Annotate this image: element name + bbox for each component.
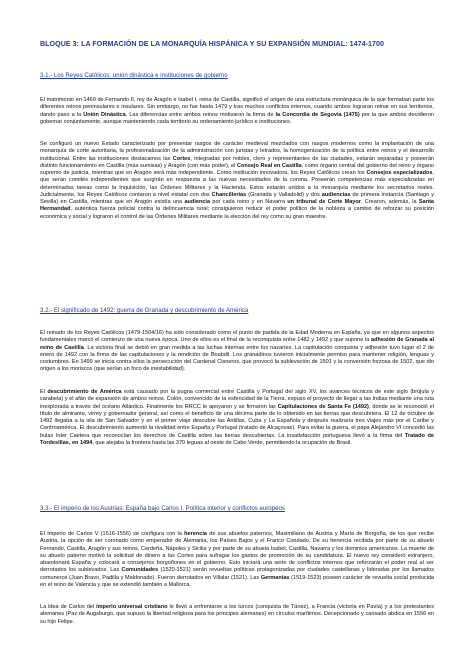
text-run: (1520-1521) serán revueltas políticas protagonizadas por ciudades castellanas y lideradas por los llamados comuneros (Juan Bravo, Padilla y Maldonado). Fueron derrotados en Villalar (1521). Las: [40, 567, 434, 581]
text-run: , que alejaba la frontera hasta las 370 leguas al oeste de Cabo Verde, permitiendo la ocupación de Brasil.: [92, 439, 352, 446]
section-3-2-paragraph-1: [40, 330, 434, 374]
text-run: , auténtica fuerza policial contra la delincuencia rural; consiguieron reducir el poder político de la nobleza a cambio de reforzar su posición económica y social y lograron el control de las Órdenes Militares mediante la elección del rey como su gran maestre.: [40, 206, 434, 220]
bold-term: audiencias: [321, 191, 351, 198]
text-run: La idea de Carlos del: [40, 604, 97, 610]
bold-term: Comunidades: [121, 567, 159, 574]
section-3-3-paragraph-2: [40, 604, 434, 626]
text-run: . Crearon, además, la: [360, 199, 419, 205]
text-run: . La victoria final se debió en gran medida a las luchas internas entre los nazaríes. La capitulación conquista y adhesión tuvo lugar el 2 de enero de 1492 con la firma de las capitulaciones y la rendición de Boabdil. Los granadinos tuvieron inicialmente permiso para mantener religión, lenguas y costumbres. En 1499 se inicia contra ellos la persecución del Cardenal Cisneros, que provocó la sublevación de 1501 y la conversión forzosa de 1502, que dio origen a los moriscos (que serían un foco de inestabilidad).: [40, 344, 434, 373]
text-run: está causado por la pugna comercial entre Castilla y Portugal del siglo XV, los avances técnicos de este siglo (brújula y carabela) y el afán de expansión de ambos reinos. Colón, convencido de la esfericidad de la Tierra, expuso el proyecto de llegar a las Indias mediante una ruta inexplorada a través del océano Atlántico. Finalmente los RRCC le apoyaron y se firmaron las: [40, 389, 434, 410]
text-run: El: [40, 389, 48, 395]
section-3-1-paragraph-1: [40, 97, 434, 126]
section-3-2-paragraph-2: [40, 389, 434, 447]
bold-term: herencia: [184, 531, 207, 537]
bold-term: un tribunal de Corte Mayor: [287, 199, 361, 205]
bold-term: adhesión de Granada al reino de Castilla: [40, 337, 434, 351]
text-run: El matrimonio en 1469 de Fernando II, rey de Aragón e Isabel I, reina de Castilla, significó el origen de una estructura monárquica de la que formaban parte los diferentes reinos peninsulares e insulares. Sin embargo, no fue hasta 1479 y tras muchos conflictos internos, cuando ambos lograran reinar en sus territorios, dando paso a la: [40, 97, 434, 118]
bold-term: audiencia: [184, 199, 211, 205]
section-3-3-paragraph-1: [40, 531, 434, 589]
section-heading-3-3: 3.3.- El imperio de los Austrias: España bajo Carlos I. Política interior y conflictos europeos: [40, 505, 285, 512]
text-run: , que serán comités independientes que surgirán en respuesta a las nuevas necesidades de la corona. Poseerán competencias más especializadas en determinadas tareas como la Inquisición, las Órdenes Militares y la Hacienda. Estos estarán unidos a la monarquía mediante los secretarios reales. Judicialmente, los Reyes Católicos contaron a nivel estatal con dos: [40, 170, 434, 198]
bold-term: Tratado de Tordesillas, en 1494: [40, 432, 434, 446]
bold-term: Chancillerías: [211, 191, 247, 198]
section-heading-3-2: 3.2.- El significado de 1492: guerra de Granada y descubrimiento de América: [40, 307, 249, 314]
text-run: , como órgano central del gobierno del reino y órgano supremo de justicia, mientras que en Aragón será más independiente. Como institución innovadora, los Reyes Católicos crean los: [40, 162, 434, 176]
text-run: Se configuró un nuevo Estado caracterizado por presentar rasgos de carácter medieval mezclados con rasgos modernos como la implantación de una monarquía de corte autoritaria, la profesionalización de la administración con juristas y letrados, la homogenización de la política entre reinos y el desarrollo institucional. Entre las instituciones destacamos las: [40, 141, 434, 162]
text-run: . Las diferencias entre ambos reinos motivaron la firma de: [125, 111, 276, 118]
text-run: por la que ambos decidieron gobernar conjuntamente, aunque manteniendo cada territorio su ordenamiento jurídico e instituciones.: [40, 111, 434, 125]
text-run: , integradas por nobles, clero y representantes de las ciudades, estarán separadas y poseerán distinto funcionamiento en Castilla (más sumisas) y Aragón (con más poder), el: [40, 155, 434, 169]
text-run: El reinado de los Reyes Católicos (1479-1504/16) ha sido considerado como el punto de partida de la Edad Moderna en España, ya que en algunos aspectos fundamentales marcó el comienzo de una nueva época. Uno de ellos es el final de la reconquista entre 1482 y 1492 y que supone la: [40, 330, 434, 344]
bold-term: la Concordia de Segovia (1475): [275, 111, 360, 118]
text-run: , donde se le reconoció el título de almirante, virrey y gobernador general, así como el beneficio de una décima parte de lo obtenido en las tierras que descubriera. El 12 de octubre de 1492 llegaba a la isla de San Salvador y en el primer viaje descubre las Antillas, Cuba y La Española y después realizaría tres viajes más por el Caribe y Centroamérica. El descubrimiento aumentó la rivalidad entre España y Portugal (tratado de Alcaçovas). Para evitar la guerra, el papa Alejandro VI concedió las bulas Inter Caetera que reconocían los derechos de Castilla sobre las tierras descubiertas. La insatisfacción portuguesa llevó a la firma del: [40, 403, 434, 439]
text-run: (1519-1523) poseen carácter de revuelta social producida en el reino de Valencia y que se extendió también a Mallorca.: [40, 574, 434, 588]
bold-term: Cortes: [172, 155, 191, 162]
text-run: le llevó a enfrentarse a los turcos (conquista de Túnez), a Francia (victoria en Pavía) y a los protestantes alemanes (Paz de Augsburgo, que supuso la libertad religiosa para los príncipes alemanes) en círculos marítimos. Decepcionado y cansado abdica en 1556 en su hijo Felipe.: [40, 604, 435, 625]
text-run: por cada reino y en Navarra: [210, 199, 288, 205]
text-run: de primera instancia (Santiago y Sevilla) en Castilla, mientras que en Aragón existía una: [40, 191, 434, 205]
bold-term: Santa Hermandad: [40, 199, 435, 213]
bold-term: Consejo Real en Castilla: [236, 162, 302, 169]
document-title: BLOQUE 3: LA FORMACIÓN DE LA MONARQUÍA HISPÁNICA Y SU EXPANSIÓN MUNDIAL: 1474-1700: [40, 40, 384, 48]
bold-term: imperio universal cristiano: [96, 604, 168, 610]
section-heading-3-1: 3.1.- Los Reyes Católicos: unión dinástica e instituciones de gobierno: [40, 72, 228, 79]
bold-term: Unión Dinástica: [83, 111, 126, 118]
text-run: (Granada y Valladolid) y dos: [246, 191, 322, 198]
bold-term: Consejos especializados: [366, 170, 433, 176]
text-run: El Imperio de Carlos V (1516-1556) se configura con la: [40, 531, 185, 537]
bold-term: descubrimiento de América: [47, 389, 122, 395]
text-run: de sus abuelos paternos, Maximiliano de Austria y María de Borgoña, de los que recibe Austria, la opción de ser coronado como emperador de Alemania, los Países Bajos y el Franco Condado. De su herencia recibida por parte de su abuelo Fernando, Castilla, Aragón y sus reinos, Cerdeña, Nápoles y Sicilia y por parte de su abuela Isabel, Castilla, Navarra y los dominios americanos. La muerte de su abuelo paterno motivó la solicitud de dinero a las Cortes para sufragar los gastos de promoción de su candidatura. El nuevo rey consideró extranjero, abandonará España y colocará a consejeros borgoñones en el gobierno. Esto iniciará una serie de conflictos internos que reforzarán el poder real al ser derrotados los sublevados. Las: [40, 531, 434, 574]
bold-term: Capitulaciones de Santa Fe (1492): [277, 403, 369, 410]
bold-term: Germanías: [260, 574, 290, 581]
section-3-1-paragraph-2: [40, 141, 434, 221]
